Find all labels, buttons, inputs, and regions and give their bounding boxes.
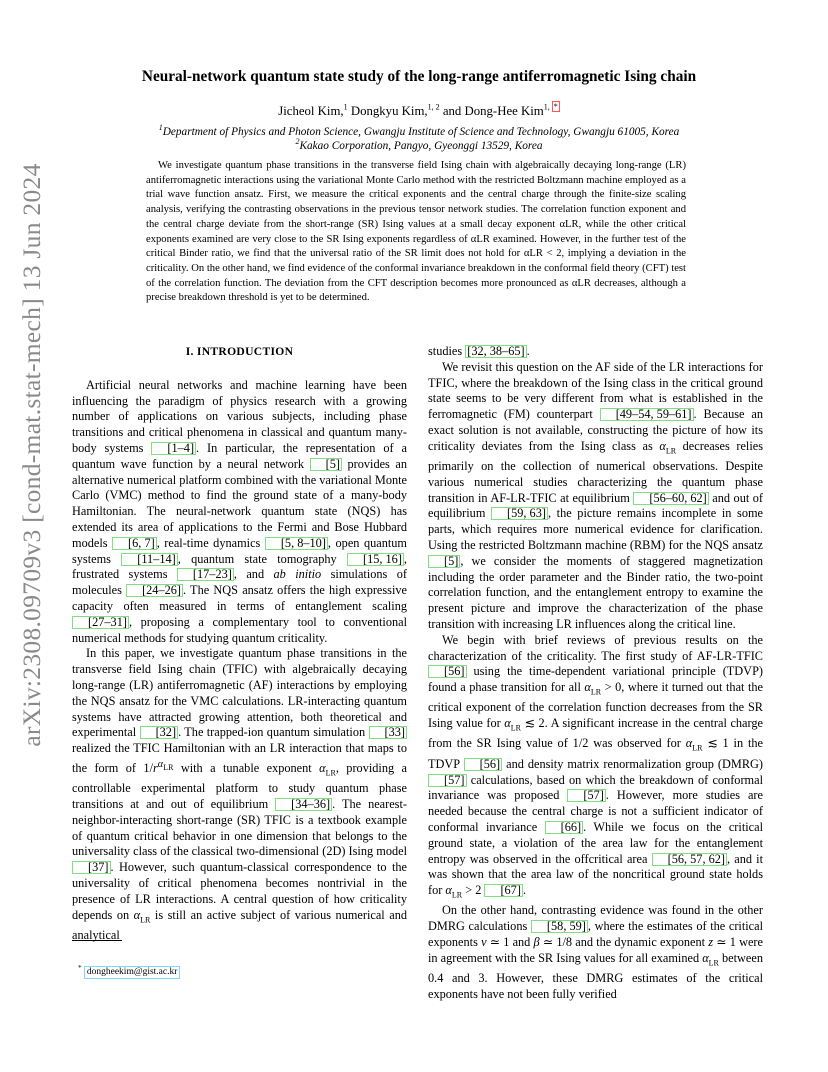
paragraph: We revisit this question on the AF side of the LR interactions for TFIC, where the breakdown of the Ising class in the critical ground state seems to be very different from what is established in the ferromagnetic (FM) counterpart [49–54, 59–61] . Because an exact solution is not available, constructing the picture of how its criticality deviates from the Ising class as $\alpha_{LR}$ decreases relies primarily on the collection of numerical observations. Despite various numerical studies characterizing the quantum phase transition in AF-LR-TFIC at equilibrium [56–60, 62] and out of equilibrium [59, 63] , the picture remains incomplete in some parts, which requires more numerical evidence for clarification. Using the restricted Boltzmann machine (RBM) for the NQS ansatz [5] , we consider the moments of staggered magnetization including the order parameter and the Binder ratio, the two-point correlation function, and the entanglement entropy to examine the present picture and improve the characterization of the phase transition with increasing LR influences along the critical line.: [428, 359, 764, 631]
paragraph: Artificial neural networks and machine learning have been influencing the paradigm of physics research with a growing number of applications on various subjects, including phase transitions and critical phenomena in classical and quantum many-body systems [1–4] . In particular, the representation of a quantum wave function by a neural network [5] provides an alternative numerical platform combined with the variational Monte Carlo (VMC) method to find the ground state of a many-body Hamiltonian. The neural-network quantum state (NQS) has extended its area of applications to the Fermi and Bose Hubbard models [6, 7] , real-time dynamics [5, 8–10] , open quantum systems [11–14] , quantum state tomography [15, 16] , frustrated systems [17–23] , and ab initio simulations of molecules [24–26] . The NQS ansatz offers the high expressive capacity often measured in terms of entanglement scaling [27–31] , proposing a complementary tool to conventional numerical methods for studying quantum criticality.: [72, 377, 407, 645]
paragraph: On the other hand, contrasting evidence was found in the other DMRG calculations [58, 59] , where the estimates of the critical exponents ν ≃ 1 and β ≃ 1/8 and the dynamic exponent z ≃ 1 were in agreement with the SR Ising values for all examined $\alpha_{LR}$ between 0.4 and 3. However, these DMRG estimates of the critical exponents have not been fully verified: [428, 903, 763, 1001]
intro-column-right: [428, 344, 763, 1003]
paragraph: In this paper, we investigate quantum phase transitions in the transverse field Ising chain (TFIC) with algebraically decaying long-range (LR) antiferromagnetic (AF) interactions by employing the NQS ansatz for the VMC calculations. LR-interacting quantum systems have attracted growing attention, both theoretical and experimental [32] . The trapped-ion quantum simulation [33] realized the TFIC Hamiltonian with an LR interaction that maps to the form of $1/r^{\alpha_{LR}}$ with a tunable exponent $\alpha_{LR}$, providing a controllable experimental platform to study quantum phase transitions at and out of equilibrium [34–36] . The nearest-neighbor-interacting short-range (SR) TFIC is a textbook example of quantum critical behavior in one dimension that belongs to the universality class of the classical two-dimensional (2D) Ising model [37] . However, such quantum-classical correspondence to the universality of critical phenomena becomes nontrivial in the presence of LR interactions. A central question of how criticality depends on $\alpha_{LR}$ is still an active subject of various numerical and analytical: [72, 646, 407, 942]
paragraph: We begin with brief reviews of previous results on the characterization of the criticality. The first study of AF-LR-TFIC [56] using the time-dependent variational principle (TDVP) found a phase transition for all $\alpha_{LR} > 0$, where it turned out that the critical exponent of the correlation function decreases from the SR Ising value for $\alpha_{LR}$ ≲ 2. A significant increase in the central charge from the SR Ising value of 1/2 was observed for $\alpha_{LR}$ ≲ 1 in the TDVP [56] and density matrix renormalization group (DMRG) [57] calculations, based on which the breakdown of conformal invariance was proposed [57] . However, more studies are needed because the central charge is not a sufficient indicator of conformal invariance [66] . While we focus on the critical ground state, a violation of the area law for the entanglement entropy was observed in the offcritical area [56, 57, 62] , and it was shown that the area law of the noncritical ground state holds for $\alpha_{LR} > 2$ [67] .: [428, 632, 764, 900]
section-heading: I. INTRODUCTION: [185, 345, 294, 358]
paragraph: studies [32, 38–65] .: [428, 344, 530, 358]
author-list: Jicheol Kim,$^1$ Dongkyu Kim,$^{1, 2}$ and Dong-Hee Kim$^{1,}$ *: [278, 102, 558, 118]
footnote-rule: [72, 940, 122, 941]
footnote: * dongheekim@gist.ac.kr: [78, 964, 180, 979]
abstract: We investigate quantum phase transitions in the transverse field Ising chain with algebraically decaying long-range (LR) antiferromagnetic interactions using the variational Monte Carlo method with the restricted Boltzmann machine employed as a trial wave function ansatz. First, we measure the critical exponents and the central charge through the finite-size scaling analysis, verifying the contrasting observations in the previous tensor network studies. The correlation function exponent and the central charge deviate from the short-range (SR) Ising values at a small decay exponent αLR, while the other critical exponents examined are very close to the SR Ising exponents regardless of αLR examined. However, in the further test of the critical Binder ratio, we find that the universal ratio of the SR limit does not hold for αLR < 2, implying a deviation in the criticality. On the other hand, we find evidence of the conformal invariance breakdown in the conformal field theory (CFT) test of the correlation function. The deviation from the CFT description becomes more pronounced as αLR decreases, although a precise breakdown threshold is yet to be determined.: [146, 160, 686, 304]
corresponding-author-link[interactable]: *: [553, 102, 558, 111]
affiliation-1: $^1$Department of Physics and Photon Science, Gwangju Institute of Science and Technology, Gwangju 61005, Korea: [158, 123, 680, 138]
paper-title: Neural-network quantum state study of the long-range antiferromagnetic Ising chain: [141, 68, 697, 85]
arxiv-identifier: arXiv:2308.09709v3 [cond-mat.stat-mech] 13 Jun 2024: [17, 163, 46, 747]
intro-column-left: [72, 344, 407, 944]
affiliation-2: $^2$Kakao Corporation, Pangyo, Gyeonggi 13529, Korea: [295, 137, 543, 152]
email-link[interactable]: dongheekim@gist.ac.kr: [84, 966, 181, 979]
